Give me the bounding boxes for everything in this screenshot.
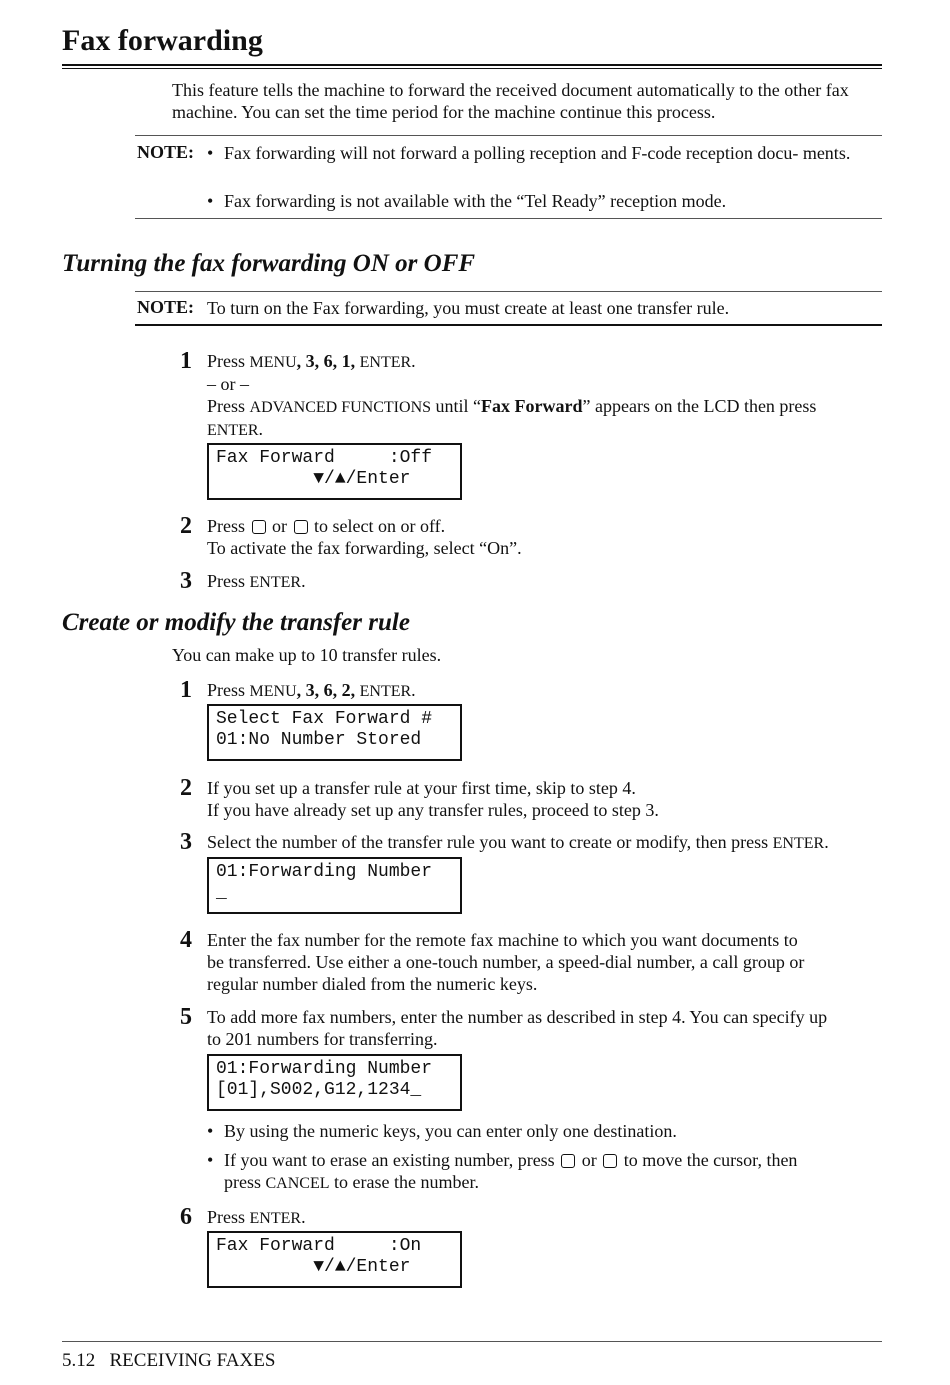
s2-step4-line2: be transferred. Use either a one-touch number, a speed-dial number, a call group or bbox=[207, 952, 805, 972]
note2-rule-top bbox=[135, 291, 882, 292]
page-number: 5.12 bbox=[62, 1350, 96, 1371]
text: to move the cursor, then bbox=[623, 1150, 798, 1170]
note-label: NOTE: bbox=[137, 142, 195, 162]
step-number: 6 bbox=[180, 1204, 192, 1230]
s2-step5-line2: to 201 numbers for transferring. bbox=[207, 1029, 438, 1049]
text: ” appears on the LCD then press bbox=[582, 396, 817, 416]
text: Select the number of the transfer rule you want to create or modify, then press bbox=[207, 832, 769, 852]
s1-step1-or: – or – bbox=[207, 374, 249, 394]
key-sequence: , 3, 6, 2, bbox=[296, 680, 360, 700]
section2-intro: You can make up to 10 transfer rules. bbox=[172, 645, 442, 665]
lcd-line-1: Fax Forward :On bbox=[216, 1236, 422, 1256]
s2-step2-line1: If you set up a transfer rule at your first time, skip to step 4. bbox=[207, 778, 636, 798]
step-number: 2 bbox=[180, 775, 192, 801]
s2-step1-line bbox=[207, 679, 416, 703]
page-title: Fax forwarding bbox=[62, 24, 263, 57]
text: to erase the number. bbox=[334, 1172, 479, 1192]
enter-key: ENTER bbox=[249, 574, 302, 591]
text: Press bbox=[207, 396, 246, 416]
text: . bbox=[301, 571, 306, 591]
lcd-line-2: ▼/▲/Enter bbox=[216, 1257, 411, 1277]
footer-rule bbox=[62, 1341, 882, 1342]
advanced-functions-key: ADVANCED FUNCTIONS bbox=[249, 399, 432, 416]
s2-step5-line1: To add more fax numbers, enter the number as described in step 4. You can specify up bbox=[207, 1007, 828, 1027]
s2-bullet-2-line2 bbox=[224, 1171, 479, 1195]
text: . bbox=[824, 832, 829, 852]
step-number: 5 bbox=[180, 1004, 192, 1030]
text: . bbox=[301, 1207, 306, 1227]
lcd-display bbox=[207, 443, 462, 500]
lcd-line-1: 01:Forwarding Number bbox=[216, 862, 433, 882]
lcd-display bbox=[207, 704, 462, 761]
note-bullet-2: Fax forwarding is not available with the “Tel Ready” reception mode. bbox=[224, 191, 727, 211]
step-number: 1 bbox=[180, 348, 192, 374]
text: or bbox=[581, 1150, 597, 1170]
s1-step1-line3 bbox=[207, 395, 816, 419]
key-sequence: , 3, 6, 1, bbox=[296, 351, 360, 371]
note-rule-top bbox=[135, 135, 882, 136]
lcd-line-2: _ bbox=[216, 883, 227, 903]
enter-key: ENTER bbox=[359, 683, 412, 700]
enter-key: ENTER bbox=[772, 835, 825, 852]
section2-heading: Create or modify the transfer rule bbox=[62, 609, 410, 636]
lcd-line-1: 01:Forwarding Number bbox=[216, 1059, 433, 1079]
lcd-line-1: Fax Forward :Off bbox=[216, 448, 433, 468]
s2-bullet-2-line1 bbox=[224, 1149, 797, 1171]
note-rule-bottom bbox=[135, 218, 882, 219]
s2-step4-line3: regular number dialed from the numeric keys. bbox=[207, 974, 538, 994]
text: or bbox=[272, 516, 288, 536]
intro-paragraph: This feature tells the machine to forward the received document automatically to the other fax machine. You can set the time period for the machine continue this process. bbox=[172, 80, 849, 122]
text: If you want to erase an existing number, press bbox=[224, 1150, 555, 1170]
text: . bbox=[411, 351, 416, 371]
note-bullet-1: Fax forwarding will not forward a polling reception and F-code reception docu- ments. bbox=[224, 143, 851, 163]
text: Press bbox=[207, 516, 246, 536]
text: Press bbox=[207, 351, 246, 371]
enter-key: ENTER bbox=[359, 354, 412, 371]
step-number: 1 bbox=[180, 677, 192, 703]
lcd-display bbox=[207, 857, 462, 914]
note-bullet-dot: • bbox=[207, 191, 214, 211]
lcd-line-2: ▼/▲/Enter bbox=[216, 469, 411, 489]
note2-text: To turn on the Fax forwarding, you must create at least one transfer rule. bbox=[207, 298, 730, 318]
s2-step4-line1: Enter the fax number for the remote fax machine to which you want documents to bbox=[207, 930, 798, 950]
step-number: 4 bbox=[180, 927, 192, 953]
text: Press bbox=[207, 571, 246, 591]
text: press bbox=[224, 1172, 261, 1192]
section1-heading: Turning the fax forwarding ON or OFF bbox=[62, 250, 476, 277]
left-arrow-key-icon bbox=[252, 520, 266, 534]
text: to select on or off. bbox=[314, 516, 446, 536]
s1-step1-line1 bbox=[207, 350, 416, 374]
page-footer bbox=[62, 1350, 275, 1372]
text: . bbox=[258, 419, 264, 439]
step-number: 3 bbox=[180, 568, 192, 594]
step-number: 2 bbox=[180, 513, 192, 539]
note-bullet-dot: • bbox=[207, 143, 214, 163]
step-number: 3 bbox=[180, 829, 192, 855]
text: until “ bbox=[435, 396, 482, 416]
menu-key: MENU bbox=[249, 683, 297, 700]
right-arrow-key-icon bbox=[603, 1154, 617, 1168]
cancel-key: CANCEL bbox=[265, 1175, 330, 1192]
bullet-dot: • bbox=[207, 1121, 214, 1141]
s2-step2-line2: If you have already set up any transfer rules, proceed to step 3. bbox=[207, 800, 659, 820]
title-rule bbox=[62, 64, 882, 69]
enter-key: ENTER bbox=[249, 1210, 302, 1227]
s1-step1-line4 bbox=[207, 418, 263, 442]
s1-step3-line bbox=[207, 570, 306, 594]
left-arrow-key-icon bbox=[561, 1154, 575, 1168]
lcd-line-1: Select Fax Forward # bbox=[216, 709, 433, 729]
s2-bullet-1: By using the numeric keys, you can enter only one destination. bbox=[224, 1121, 677, 1141]
text: Press bbox=[207, 680, 246, 700]
menu-name: Fax Forward bbox=[481, 396, 583, 416]
lcd-line-2: [01],S002,G12,1234_ bbox=[216, 1080, 422, 1100]
s2-step3-line bbox=[207, 831, 829, 855]
text: . bbox=[411, 680, 416, 700]
s1-step2-line2: To activate the fax forwarding, select “On”. bbox=[207, 538, 522, 558]
s1-step2-line1 bbox=[207, 515, 445, 537]
bullet-dot: • bbox=[207, 1150, 214, 1170]
lcd-display bbox=[207, 1231, 462, 1288]
s2-step6-line bbox=[207, 1206, 306, 1230]
note2-rule-bottom bbox=[135, 324, 882, 326]
lcd-line-2: 01:No Number Stored bbox=[216, 730, 422, 750]
menu-key: MENU bbox=[249, 354, 297, 371]
lcd-display bbox=[207, 1054, 462, 1111]
enter-key: ENTER bbox=[207, 422, 259, 439]
text: Press bbox=[207, 1207, 246, 1227]
note2-label: NOTE: bbox=[137, 297, 195, 317]
chapter-name: RECEIVING FAXES bbox=[109, 1350, 276, 1371]
right-arrow-key-icon bbox=[294, 520, 308, 534]
